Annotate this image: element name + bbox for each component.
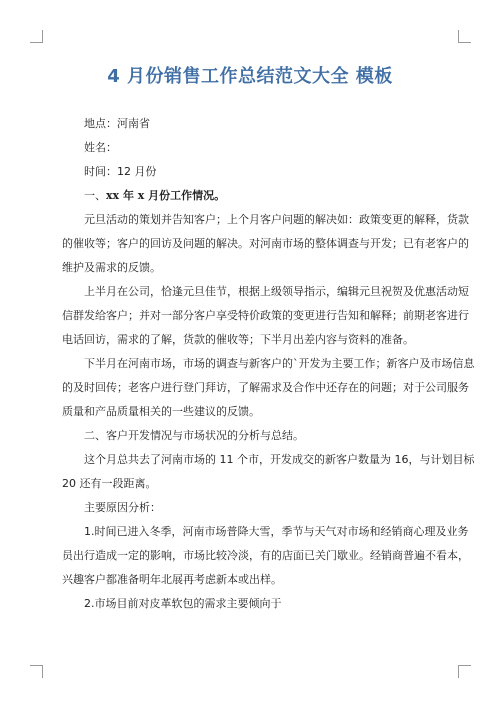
paragraph-line: 电话回访，需求的了解，货款的催收等；下半月出差内容与资料的准备。 (62, 333, 414, 346)
paragraph-line: 1.时间已进入冬季，河南市场普降大雪，季节与天气对市场和经销商心理及业务 (84, 525, 469, 538)
paragraph-line: 20 还有一段距离。 (62, 477, 157, 490)
crop-mark-bottom-right (458, 665, 471, 678)
document-body (62, 112, 475, 616)
crop-mark-top-right (458, 30, 471, 43)
paragraph-6: 2.市场目前对皮革软包的需求主要倾向于 (84, 597, 282, 610)
paragraph-4 (62, 448, 475, 496)
section-heading-1-text: xx 年 x 月份工作情况。 (106, 189, 226, 202)
meta-name: 姓名： (84, 141, 117, 154)
paragraph-5 (62, 520, 469, 592)
crop-mark-bottom-left (30, 665, 43, 678)
paragraph-3 (62, 352, 475, 424)
paragraph-line: 这个月总共去了河南市场的 11 个市，开发成交的新客户数量为 16，与计划目标 (84, 453, 475, 466)
document-title: 4 月份销售工作总结范文大全 模板 (107, 66, 393, 87)
meta-location: 地点：河南省 (84, 117, 150, 130)
section-heading-1 (62, 184, 440, 208)
paragraph-line: 维护及需求的反馈。 (62, 261, 161, 274)
reasons-heading: 主要原因分析： (84, 501, 161, 514)
section-heading-1-prefix: 一、 (84, 189, 106, 202)
paragraph-line: 上半月在公司，恰逢元旦佳节，根据上级领导指示，编辑元旦祝贺及优惠活动短 (84, 285, 469, 298)
crop-mark-top-left (30, 30, 43, 43)
paragraph-line: 的及时回传；老客户进行登门拜访，了解需求及合作中还存在的问题；对于公司服务 (62, 381, 469, 394)
paragraph-2 (62, 280, 469, 352)
meta-time: 时间：12 月份 (84, 165, 157, 178)
section-heading-2: 二、客户开发情况与市场状况的分析与总结。 (84, 429, 304, 442)
paragraph-line: 质量和产品质量相关的一些建议的反馈。 (62, 405, 260, 418)
paragraph-1 (62, 208, 469, 280)
paragraph-line: 的催收等；客户的回访及问题的解决。对河南市场的整体调查与开发；已有老客户的 (62, 237, 469, 250)
paragraph-line: 元旦活动的策划并告知客户；上个月客户问题的解决如：政策变更的解释，货款 (84, 213, 469, 226)
paragraph-line: 下半月在河南市场，市场的调查与新客户的`开发为主要工作；新客户及市场信息 (84, 357, 475, 370)
paragraph-line: 兴趣客户都准备明年北展再考虑新本或出样。 (62, 573, 282, 586)
paragraph-line: 员出行造成一定的影响，市场比较冷淡，有的店面已关门歇业。经销商普遍不看本， (62, 549, 469, 562)
paragraph-line: 信群发给客户；并对一部分客户享受特价政策的变更进行告知和解释；前期老客进行 (62, 309, 469, 322)
